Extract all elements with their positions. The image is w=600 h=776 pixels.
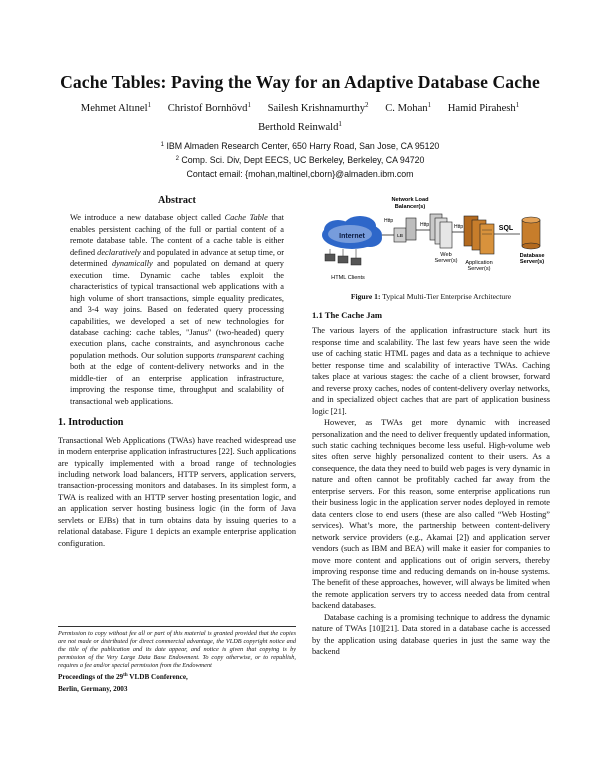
http-label: Http [384,218,394,224]
proceedings-ordinal: th [123,673,128,678]
load-balancer-label: Network Load [391,197,429,203]
http-label: Http [454,224,464,230]
abstract-run: caching both at the edge of content-delivery networks and in the middle-tier of an enterprise application infrastructure, improving the response time, throughput and scalability of transactional web applications. [70,350,284,406]
author [268,103,369,114]
database-server-label-line2: Server(s) [519,259,545,265]
abstract-term: Cache Table [224,213,268,223]
affiliation-line [20,139,580,153]
abstract-term: transparent [216,350,256,360]
author-name: C. Mohan [385,103,428,114]
affiliation-text: IBM Almaden Research Center, 650 Harry Road, San Jose, CA 95120 [166,141,440,151]
application-server-label: Application [465,260,493,266]
affiliation-number: 1 [160,142,165,148]
author-affiliation-mark: 1 [515,101,520,109]
web-server-label: Web [440,252,452,258]
cache-jam-paragraph-2: However, as TWAs get more dynamic with increased personalization and the need to deliver frequently updated information, such static caching techniques become less useful. High-volume web sites often serve highly personalized content to their users. As a consequence, the data they need to build web pages is very dynamic in nature and often cannot be profitably cached far away from the enterprise servers. For this reason, some enterprise applications run their business logic in the application server nodes deployed in remote data centers close to end users (these are also called “Web Hosting” services). What’s more, the partnership between content-delivery network service providers (e.g., Akamai [2]) and application server vendors (such as IBM and BEA) will make it easier for companies to move more content and applications out of origin servers, thereby improving response time and reducing demands on in-house systems. The benefit of these approaches, however, will always be limited when the remote application servers try to access needed data from central backend databases. [312,418,550,611]
lb-label: LB [397,234,403,239]
load-balancer-label-line2: Balancer(s) [394,204,426,210]
author-name: Sailesh Krishnamurthy [267,103,366,114]
copyright-permission-text: Permission to copy without fee all or part of this material is granted provided that the copies are not made or distributed for direct commercial advantage, the VLDB copyright notice and the title of the publication and its date appear, and notice is given that copying is by permission of the Very Large Data Base Endowment. To copy otherwise, or to republish, requires a fee and/or special permission from the Endowment [58,630,296,669]
abstract-term: declaratively [97,247,141,257]
abstract-text [70,212,284,407]
cache-jam-paragraph-3: Database caching is a promising technique to address the dynamic nature of TWAs [10][21]. Data stored in a database cache is accessed by the application using database queries in just the same way the backend [312,612,550,657]
affiliation-line [20,153,580,167]
html-clients-icon [325,249,361,265]
web-server-label-line2: Server(s) [434,258,458,264]
application-server-icon [464,216,494,254]
author [385,103,431,114]
application-server-label-line2: Server(s) [467,266,491,272]
abstract-run: and populated on demand at query execution time. Dynamic cache tables exploit the characteristics of typical transactional web applications with a high volume of short transactions, simple equality predicates, and 3-4 way joins. Based on federated query processing capabilities, we developed a set of new technologies for database caching: cache tables, "Janus" (two-headed) query execution plans, cache constraints, and asynchronous cache population methods. Our solution supports [70,259,284,360]
author-name: Berthold Reinwald [258,122,339,133]
abstract-run: We introduce a new database object called [70,213,225,223]
proceedings-text: Proceedings of the 29 [58,673,124,681]
sql-label: SQL [498,225,514,232]
author [81,103,151,114]
author-name: Mehmet Altınel [80,103,148,114]
author-affiliation-mark: 2 [365,101,369,109]
database-cylinder-icon [522,217,540,249]
web-server-icon [430,214,452,248]
author-affiliation-mark: 1 [147,101,152,109]
paper-title: Cache Tables: Paving the Way for an Adaptive Database Cache [60,72,540,92]
introduction-text: Transactional Web Applications (TWAs) have reached widespread use in modern enterprise application infrastructures [22]. Such applications are typically implemented with a broad range of technologies including network load balancers, HTTP servers, application servers, transaction-processing monitors and databases. In its simplest form, a TWA is realized with an HTTP server hosting presentation logic, and an application server hosting business logic (in the form of Java servlets or EJBs) that in turn obtains data by issuing queries to a relational database. Figure 1 depicts an example enterprise application configuration. [58,435,296,548]
abstract-run: that enables persistent caching of the full or partial content of a remote database table. The content of a cache table is either defined [70,213,284,257]
load-balancer-tower-icon [406,218,416,240]
figure-caption [312,292,550,301]
figure-caption-text: Typical Multi-Tier Enterprise Architecture [380,292,512,301]
author-affiliation-mark: 1 [338,120,342,128]
abstract-heading: Abstract [158,195,196,206]
cache-jam-heading: 1.1 The Cache Jam [312,310,383,320]
right-column [312,310,550,658]
cache-jam-paragraph-1: The various layers of the application infrastructure stack hurt its response time and scalability. The last few years have seen the wide use of caching static HTML pages and data as a technique to achieve better response time and scalability of interactive TWAs. Caching takes place at various stages: the cache of a client browser, forward and reverse proxy caches, nodes of content-delivery overlay networks, and in specialized object caches that are part of application business logic [21]. [312,326,550,416]
figure-1 [312,190,550,301]
author [258,122,342,133]
author [168,103,251,114]
proceedings-text-end: VLDB Conference, [127,673,188,681]
affiliation-block [20,139,580,181]
proceedings-line [58,672,296,682]
author-affiliation-mark: 1 [247,101,251,109]
affiliation-text: Comp. Sci. Div, Dept EECS, UC Berkeley, Berkeley, CA 94720 [181,155,425,165]
internet-label: Internet [339,233,365,240]
conference-location: Berlin, Germany, 2003 [58,685,128,694]
http-label: Http [420,222,430,228]
author-list [20,99,580,137]
figure-caption-label: Figure 1: [350,292,381,301]
author-affiliation-mark: 1 [427,101,432,109]
author-name: Hamid Pirahesh [447,103,516,114]
introduction-heading: 1. Introduction [58,417,124,429]
left-column [58,195,296,549]
footnote-block [58,626,296,695]
affiliation-number: 2 [175,156,179,162]
abstract-run: and populated in advance at setup time, or determined [70,247,284,269]
architecture-diagram [312,190,550,290]
abstract-term: dynamically [111,259,153,269]
author [448,103,519,114]
database-server-label: Database [519,253,545,259]
author-name: Christof Bornhövd [167,103,248,114]
html-clients-label: HTML Clients [331,275,365,281]
contact-email: Contact email: {mohan,maltinel,cborn}@almaden.ibm.com [186,169,414,179]
